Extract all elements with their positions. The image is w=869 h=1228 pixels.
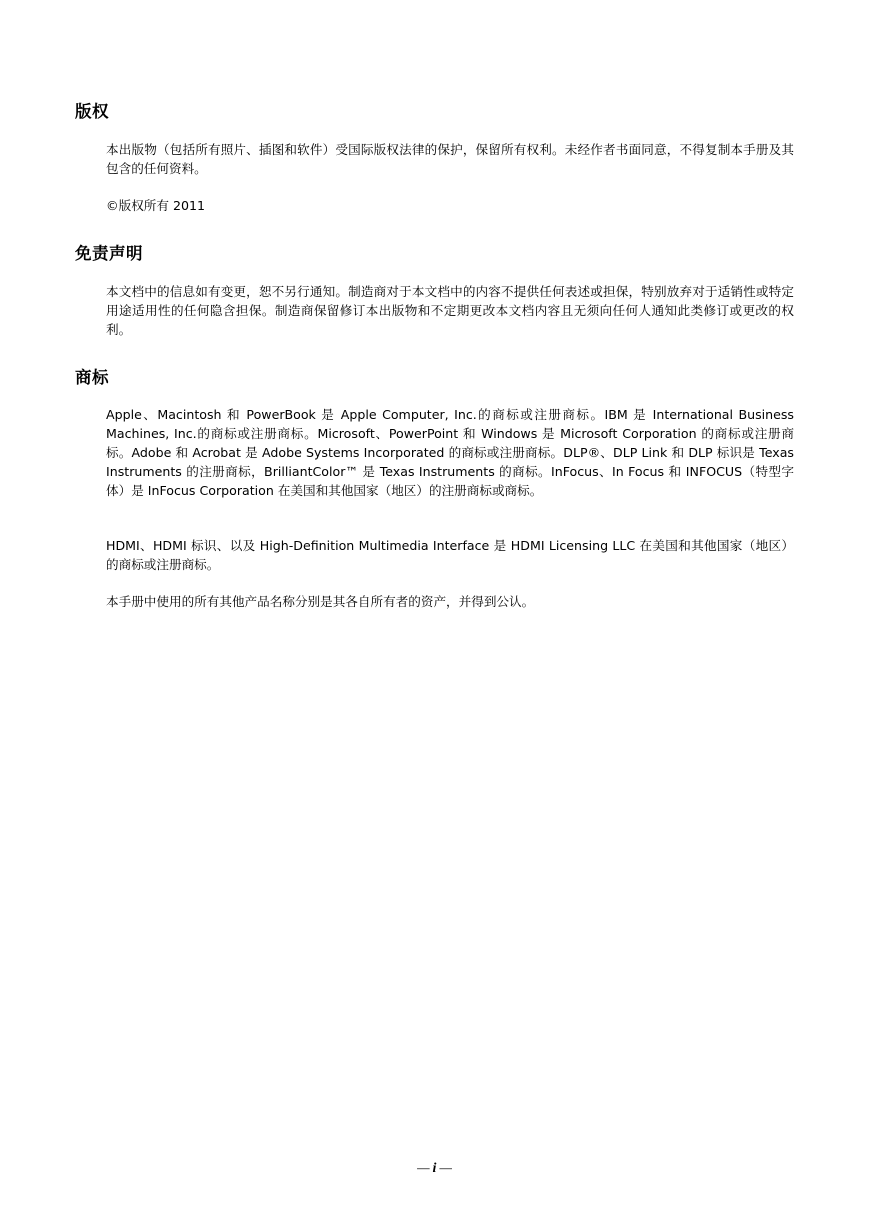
footer-dash-right: — [439, 1161, 452, 1176]
copyright-heading: 版权 [75, 102, 109, 121]
footer-dash-left: — [417, 1161, 430, 1176]
hdmi-trademark-paragraph: HDMI、HDMI 标识、以及 High-Definition Multimedia Interface 是 HDMI Licensing LLC 在美国和其他国家（地区）的商标或注册商标。 [106, 538, 794, 572]
trademarks-heading: 商标 [75, 368, 109, 387]
other-trademarks-paragraph: 本手册中使用的所有其他产品名称分别是其各自所有者的资产，并得到公认。 [106, 594, 535, 609]
copyright-notice: ©版权所有 2011 [106, 198, 206, 213]
disclaimer-heading: 免责声明 [75, 244, 143, 263]
page-footer [0, 1160, 869, 1178]
copyright-paragraph: 本出版物（包括所有照片、插图和软件）受国际版权法律的保护，保留所有权利。未经作者书面同意，不得复制本手册及其包含的任何资料。 [106, 142, 794, 176]
page-number: i [432, 1161, 437, 1176]
disclaimer-paragraph: 本文档中的信息如有变更，恕不另行通知。制造商对于本文档中的内容不提供任何表述或担保，特别放弃对于适销性或特定用途适用性的任何隐含担保。制造商保留修订本出版物和不定期更改本文档内容且无须向任何人通知此类修订或更改的权利。 [106, 284, 794, 337]
trademarks-paragraph: Apple、Macintosh 和 PowerBook 是 Apple Computer, Inc.的商标或注册商标。IBM 是 International Business Machines, Inc.的商标或注册商标。Microsoft、PowerPoint 和 Windows 是 Microsoft Corporation 的商标或注册商标。Adobe 和 Acrobat 是 Adobe Systems Incorporated 的商标或注册商标。DLP®、DLP Link 和 DLP 标识是 Texas Instruments 的注册商标，BrilliantColor™ 是 Texas Instruments 的商标。InFocus、In Focus 和 INFOCUS（特型字体）是 InFocus Corporation 在美国和其他国家（地区）的注册商标或商标。 [106, 407, 794, 498]
